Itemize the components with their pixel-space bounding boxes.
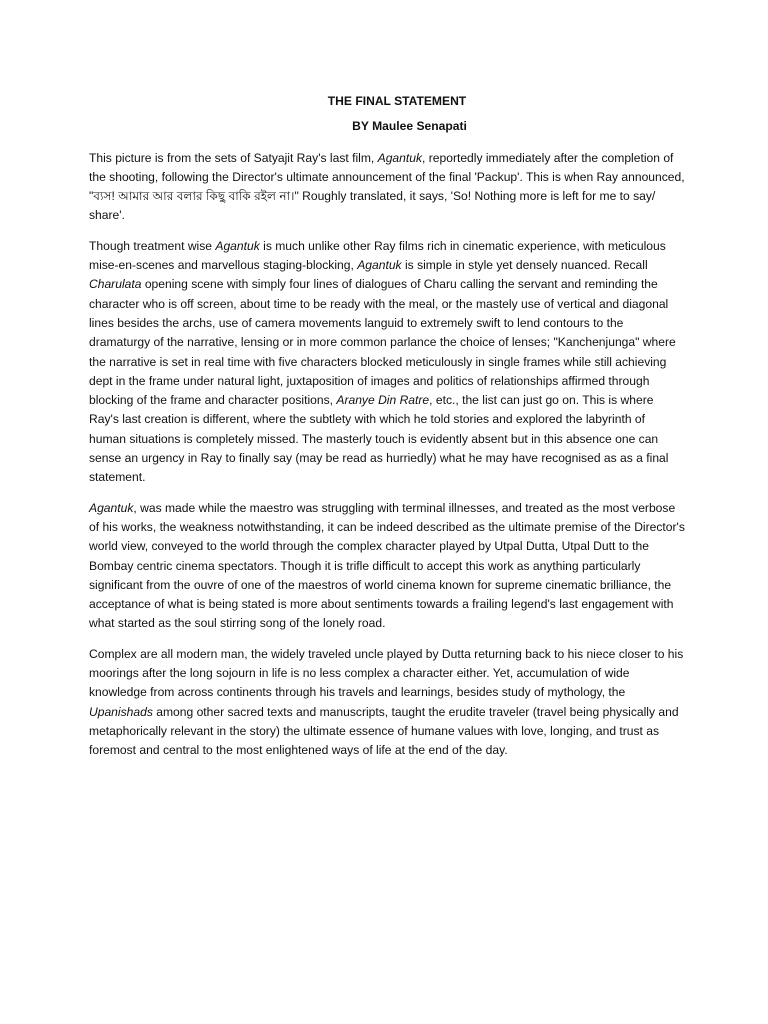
text-run: , reportedly immediately after the completion of the shooting, following the Director's ultimate announcement of the final 'Packup'. This is when Ray announced, "ব্যস! আমার আর বলার কিছু বাকি রইল না।" Roughly translated, it says, 'So! Nothing more is left for me to say/ share'. [89, 150, 685, 223]
paragraph [89, 237, 685, 488]
document-title: THE FINAL STATEMENT [327, 94, 467, 108]
paragraph [89, 499, 685, 634]
italic-title-run: Agantuk [377, 150, 423, 165]
text-run: opening scene with simply four lines of dialogues of Charu calling the servant and reminding the character who is off screen, about time to be ready with the meal, or the mastely use of vertical and diagonal lines besides the archs, use of camera movements languid to extremely swift to lend contours to the dramaturgy of the narrative, lensing or in more common parlance the choice of lenses; "Kanchenjunga" where the narrative is set in real time with five characters blocked meticulously in single frames while still achieving dept in the frame under natural light, juxtaposition of images and politics of relationships affirmed through blocking of the frame and character positions, [89, 277, 676, 408]
text-run: among other sacred texts and manuscripts, taught the erudite traveler (travel being physically and metaphorically relevant in the story) the ultimate essence of humane values with love, longing, and trust as foremost and central to the most enlightened ways of life at the end of the day. [89, 704, 679, 758]
document-body [89, 92, 685, 761]
paragraph [89, 149, 685, 226]
italic-title-run: Charulata [89, 277, 142, 292]
italic-title-run: Aranye Din Ratre [336, 393, 430, 408]
italic-title-run: Upanishads [89, 704, 153, 719]
text-run: Complex are all modern man, the widely traveled uncle played by Dutta returning back to his niece closer to his moorings after the long sojourn in life is no less complex a character either. Yet, accumulation of wide knowledge from across continents through his travels and learnings, besides study of mythology, the [89, 646, 684, 700]
text-run: is much unlike other Ray films rich in cinematic experience, with meticulous mise-en-scenes and marvellous staging-blocking, [89, 238, 666, 273]
text-run: , etc., the list can just go on. This is where Ray's last creation is different, where the subtlety with which he told stories and explored the labyrinth of human situations is completely missed. The masterly touch is evidently absent but in this absence one can sense an urgency in Ray to finally say (may be read as hurriedly) what he may have recognised as as a final statement. [89, 393, 669, 485]
italic-title-run: Agantuk [89, 500, 134, 515]
italic-title-run: Agantuk [357, 258, 402, 273]
text-run: This picture is from the sets of Satyajit Ray's last film, [89, 150, 378, 165]
italic-title-run: Agantuk [215, 238, 260, 253]
text-run: , was made while the maestro was struggling with terminal illnesses, and treated as the most verbose of his works, the weakness notwithstanding, it can be indeed described as the ultimate premise of the Director's world view, conveyed to the world through the complex character played by Utpal Dutta, Utpal Dutt to the Bombay centric cinema spectators. Though it is trifle difficult to accept this work as anything particularly significant from the ouvre of one of the maestros of world cinema known for supreme cinematic brilliance, the acceptance of what is being stated is more about sentiments towards a frailing legend's last engagement with what started as the soul stirring song of the lonely road. [89, 500, 685, 631]
text-run: Though treatment wise [89, 238, 216, 253]
text-run: is simple in style yet densely nuanced. Recall [401, 258, 648, 273]
document-byline: BY Maulee Senapati [352, 119, 467, 134]
paragraph [89, 645, 685, 761]
